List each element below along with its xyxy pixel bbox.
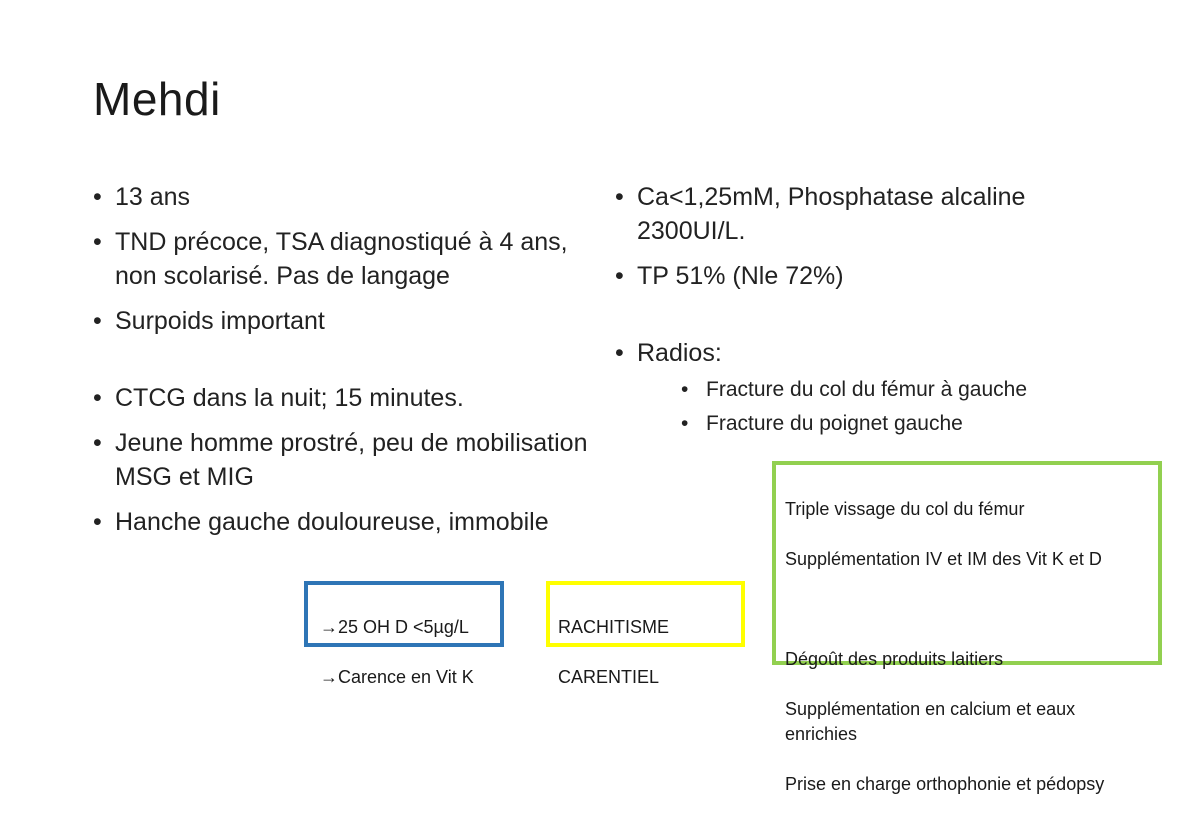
bullet-history: • TND précoce, TSA diagnostiqué à 4 ans, non scolarisé. Pas de langage [93, 225, 593, 293]
box-yellow-line: CARENTIEL [558, 667, 660, 687]
box-green-spacer [785, 597, 1158, 622]
box-green-line: Prise en charge orthophonie et pédopsy [785, 774, 1105, 794]
vitamin-findings-box [304, 581, 504, 687]
bullet-seizure: • CTCG dans la nuit; 15 minutes. [93, 381, 593, 415]
subbullet-femur-fracture: • Fracture du col du fémur à gauche [681, 373, 1135, 407]
radios-label: Radios: [637, 339, 722, 367]
box-green-line: Supplémentation en calcium et eaux enrichies [785, 699, 1076, 744]
bullet-tp: • TP 51% (Nle 72%) [615, 259, 1135, 293]
bullet-age: • 13 ans [93, 180, 593, 214]
right-bullet-list [615, 180, 1135, 452]
box-yellow-line: RACHITISME [558, 617, 670, 637]
box-green-line: Supplémentation IV et IM des Vit K et D [785, 549, 1102, 569]
box-blue-line: →Carence en Vit K [320, 667, 474, 687]
radios-sublist [637, 373, 1135, 441]
diagnosis-box [546, 581, 745, 687]
bullet-weight: • Surpoids important [93, 304, 593, 338]
left-bullet-list [93, 180, 593, 550]
bullet-labs: • Ca<1,25mM, Phosphatase alcaline 2300UI/L. [615, 180, 1135, 248]
bullet-presentation: • Jeune homme prostré, peu de mobilisation MSG et MIG [93, 426, 593, 494]
management-box [772, 461, 1162, 794]
box-blue-line: →25 OH D <5µg/L [320, 617, 469, 637]
bullet-hip: • Hanche gauche douloureuse, immobile [93, 505, 593, 539]
bullet-radios [615, 336, 1135, 441]
box-green-line: Triple vissage du col du fémur [785, 499, 1025, 519]
slide-title: Mehdi [93, 73, 221, 125]
box-green-line: Dégoût des produits laitiers [785, 649, 1004, 669]
subbullet-wrist-fracture: • Fracture du poignet gauche [681, 407, 1135, 441]
